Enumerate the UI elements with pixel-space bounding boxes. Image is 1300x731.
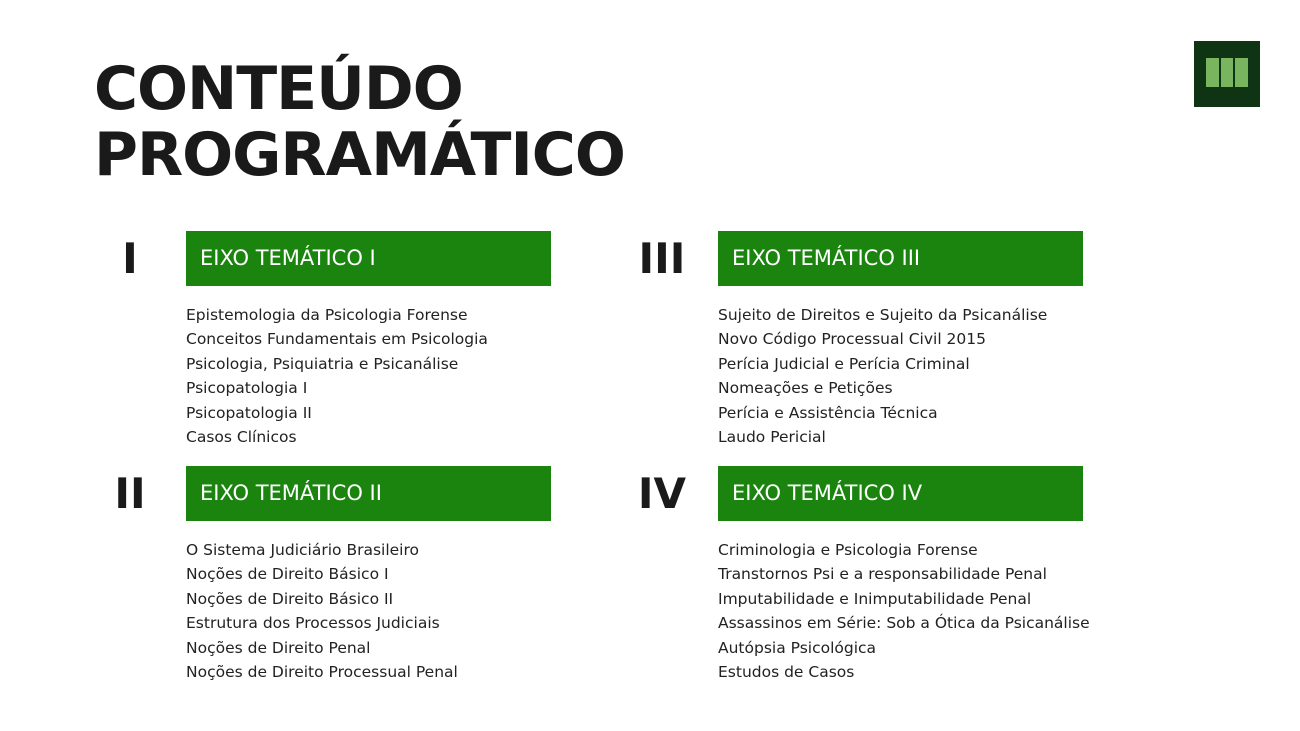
logo-columns-icon xyxy=(1206,58,1248,87)
section-heading: EIXO TEMÁTICO III xyxy=(718,231,1083,286)
topic-item: Conceitos Fundamentais em Psicologia xyxy=(186,330,488,349)
topic-list xyxy=(186,538,458,684)
topic-item: Psicologia, Psiquiatria e Psicanálise xyxy=(186,354,459,373)
topic-item: Noções de Direito Básico I xyxy=(186,565,389,584)
topic-item: Estudos de Casos xyxy=(718,663,855,682)
topic-list xyxy=(718,303,1047,449)
section-numeral: II xyxy=(114,469,146,518)
topic-item: Sujeito de Direitos e Sujeito da Psicanálise xyxy=(718,306,1048,324)
page-title-line-1: CONTEÚDO xyxy=(94,54,463,124)
topic-item: Noções de Direito Processual Penal xyxy=(186,663,458,682)
topic-item: O Sistema Judiciário Brasileiro xyxy=(186,541,419,559)
topic-item: Estrutura dos Processos Judiciais xyxy=(186,614,440,633)
topic-item: Noções de Direito Penal xyxy=(186,638,371,657)
topic-item: Perícia Judicial e Perícia Criminal xyxy=(718,354,970,373)
topic-item: Noções de Direito Básico II xyxy=(186,589,394,608)
topic-item: Novo Código Processual Civil 2015 xyxy=(718,330,987,349)
topic-item: Laudo Pericial xyxy=(718,428,826,447)
topic-item: Psicopatologia II xyxy=(186,403,312,422)
topic-item: Psicopatologia I xyxy=(186,379,308,398)
topic-item: Assassinos em Série: Sob a Ótica da Psicanálise xyxy=(718,614,1090,633)
section-numeral: III xyxy=(638,234,686,283)
page-title xyxy=(94,56,625,188)
section-heading: EIXO TEMÁTICO II xyxy=(186,466,551,521)
section-heading: EIXO TEMÁTICO I xyxy=(186,231,551,286)
brand-logo xyxy=(1194,41,1260,107)
topic-list xyxy=(186,303,488,449)
topic-item: Casos Clínicos xyxy=(186,428,297,447)
topic-item: Nomeações e Petições xyxy=(718,379,893,398)
topic-item: Autópsia Psicológica xyxy=(718,638,877,657)
section-numeral: I xyxy=(122,234,138,283)
topic-item: Epistemologia da Psicologia Forense xyxy=(186,306,468,324)
topic-item: Perícia e Assistência Técnica xyxy=(718,403,938,422)
page-title-line-2: PROGRAMÁTICO xyxy=(94,120,625,190)
topic-item: Imputabilidade e Inimputabilidade Penal xyxy=(718,589,1032,608)
topic-list xyxy=(718,538,1090,684)
topic-item: Criminologia e Psicologia Forense xyxy=(718,541,978,559)
section-numeral: IV xyxy=(637,469,687,518)
topic-item: Transtornos Psi e a responsabilidade Penal xyxy=(718,565,1047,584)
section-heading: EIXO TEMÁTICO IV xyxy=(718,466,1083,521)
